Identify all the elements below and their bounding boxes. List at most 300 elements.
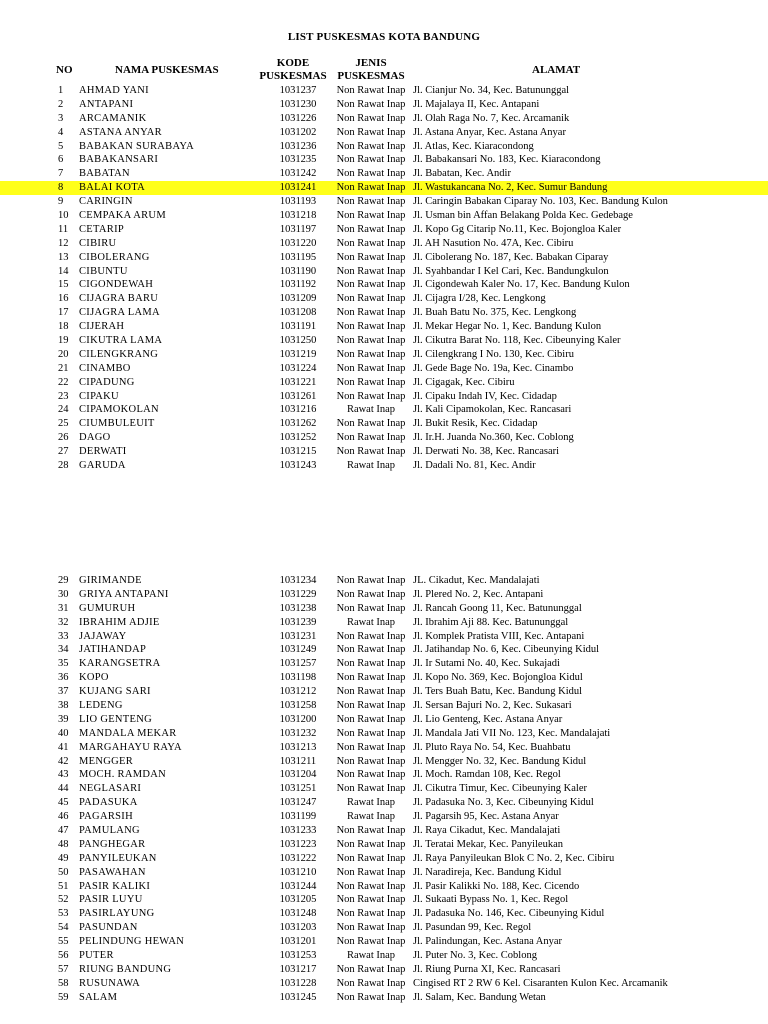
cell-jenis: Non Rawat Inap: [336, 446, 406, 458]
cell-kode: 1031238: [279, 602, 317, 614]
table-row: [0, 671, 768, 685]
cell-alamat: Jl. Cianjur No. 34, Kec. Batununggal: [413, 85, 570, 96]
cell-no: 32: [58, 616, 69, 628]
cell-nama: PELINDUNG HEWAN: [79, 936, 185, 948]
table-row: [0, 921, 768, 935]
cell-jenis: Non Rawat Inap: [336, 963, 406, 975]
cell-no: 31: [58, 602, 69, 614]
cell-no: 40: [58, 727, 69, 739]
cell-nama: MARGAHAYU RAYA: [79, 741, 182, 753]
cell-nama: KUJANG SARI: [79, 686, 151, 698]
cell-no: 51: [58, 880, 69, 892]
table-row: [0, 949, 768, 963]
table-row: [0, 935, 768, 949]
cell-kode: 1031204: [279, 769, 317, 781]
cell-alamat: Jl. Raya Panyileukan Blok C No. 2, Kec. Cibiru: [413, 852, 615, 864]
table-row: [0, 195, 768, 209]
cell-alamat: Jl. Cilengkrang I No. 130, Kec. Cibiru: [413, 348, 574, 360]
cell-kode: 1031215: [279, 446, 317, 458]
cell-no: 54: [58, 922, 69, 934]
cell-nama: CIJERAH: [79, 321, 125, 333]
table-row: [0, 991, 768, 1005]
table-row: [0, 265, 768, 279]
cell-jenis: Non Rawat Inap: [336, 769, 406, 781]
cell-jenis: Non Rawat Inap: [336, 210, 406, 222]
cell-kode: 1031224: [279, 362, 317, 374]
cell-nama: CINAMBO: [79, 362, 131, 374]
table-row: [0, 907, 768, 921]
cell-alamat: Jl. Jatihandap No. 6, Kec. Cibeunying Kidul: [413, 644, 600, 656]
header-alamat: ALAMAT: [532, 64, 581, 76]
cell-alamat: Jl. Sersan Bajuri No. 2, Kec. Sukasari: [413, 700, 572, 712]
cell-alamat: Jl. Riung Purna XI, Kec. Rancasari: [413, 963, 561, 975]
cell-no: 44: [58, 783, 69, 795]
cell-alamat: Jl. Usman bin Affan Belakang Polda Kec. Gedebage: [413, 210, 633, 222]
table-row: [0, 880, 768, 894]
table-row: [0, 140, 768, 154]
cell-jenis: Non Rawat Inap: [336, 852, 406, 864]
cell-alamat: Jl. Caringin Babakan Ciparay No. 103, Kec. Bandung Kulon: [413, 196, 668, 208]
header-jenis: [331, 57, 411, 83]
cell-alamat: Jl. Babatan, Kec. Andir: [413, 168, 511, 180]
cell-nama: CIGONDEWAH: [79, 279, 154, 291]
cell-nama: PAGARSIH: [79, 811, 133, 823]
cell-alamat: Jl. Mandala Jati VII No. 123, Kec. Mandalajati: [413, 727, 611, 739]
cell-no: 38: [58, 700, 69, 712]
cell-jenis: Non Rawat Inap: [336, 168, 406, 180]
header-nama: NAMA PUSKESMAS: [115, 64, 219, 76]
cell-kode: 1031236: [279, 140, 317, 152]
table-row: [0, 727, 768, 741]
cell-nama: MANDALA MEKAR: [79, 727, 177, 739]
cell-nama: PAMULANG: [79, 825, 140, 837]
table-row: [0, 390, 768, 404]
cell-jenis: Non Rawat Inap: [336, 630, 406, 642]
cell-kode: 1031243: [279, 460, 317, 472]
cell-jenis: Non Rawat Inap: [336, 85, 406, 96]
table-row: [0, 893, 768, 907]
table-row: [0, 237, 768, 251]
cell-alamat: Jl. Moch. Ramdan 108, Kec. Regol: [413, 769, 561, 781]
cell-jenis: Non Rawat Inap: [336, 936, 406, 948]
table-row: [0, 223, 768, 237]
cell-nama: GUMURUH: [79, 602, 136, 614]
cell-kode: 1031257: [279, 658, 317, 670]
cell-nama: IBRAHIM ADJIE: [79, 616, 160, 628]
cell-no: 58: [58, 977, 69, 989]
cell-no: 26: [58, 432, 69, 444]
table-row: [0, 376, 768, 390]
cell-nama: CARINGIN: [79, 196, 133, 208]
cell-jenis: Non Rawat Inap: [336, 182, 406, 194]
cell-kode: 1031235: [279, 154, 317, 166]
cell-jenis: Non Rawat Inap: [336, 432, 406, 444]
cell-no: 8: [58, 182, 64, 194]
cell-no: 45: [58, 797, 69, 809]
cell-no: 19: [58, 335, 69, 347]
header-jenis-line2: PUSKESMAS: [337, 70, 405, 82]
cell-nama: CIKUTRA LAMA: [79, 335, 163, 347]
cell-jenis: Non Rawat Inap: [336, 977, 406, 989]
table-row: [0, 810, 768, 824]
cell-nama: BALAI KOTA: [79, 182, 146, 194]
cell-nama: JATIHANDAP: [79, 644, 147, 656]
cell-nama: DERWATI: [79, 446, 127, 458]
cell-alamat: Jl. Wastukancana No. 2, Kec. Sumur Bandung: [413, 182, 608, 194]
table-row: [0, 84, 768, 98]
cell-kode: 1031203: [279, 922, 317, 934]
cell-nama: MOCH. RAMDAN: [79, 769, 167, 781]
table-row: [0, 153, 768, 167]
cell-no: 2: [58, 98, 64, 110]
table-row: [0, 963, 768, 977]
cell-nama: RUSUNAWA: [79, 977, 141, 989]
header-jenis-line1: JENIS: [355, 57, 387, 69]
cell-no: 46: [58, 811, 69, 823]
cell-no: 59: [58, 991, 69, 1003]
cell-nama: CILENGKRANG: [79, 348, 159, 360]
cell-nama: PUTER: [79, 950, 114, 962]
table-row: [0, 643, 768, 657]
cell-alamat: Jl. Kali Cipamokolan, Kec. Rancasari: [413, 404, 572, 416]
cell-kode: 1031234: [279, 575, 317, 586]
cell-no: 15: [58, 279, 69, 291]
cell-alamat: Jl. Astana Anyar, Kec. Astana Anyar: [413, 126, 566, 138]
table-row: [0, 292, 768, 306]
table-row: [0, 741, 768, 755]
cell-no: 10: [58, 210, 69, 222]
header-kode-line2: PUSKESMAS: [259, 70, 327, 82]
cell-jenis: Non Rawat Inap: [336, 700, 406, 712]
cell-jenis: Non Rawat Inap: [336, 894, 406, 906]
cell-kode: 1031232: [279, 727, 317, 739]
cell-jenis: Non Rawat Inap: [336, 140, 406, 152]
cell-nama: SALAM: [79, 991, 118, 1003]
cell-jenis: Non Rawat Inap: [336, 644, 406, 656]
cell-no: 5: [58, 140, 64, 152]
cell-alamat: Jl. Padasuka No. 3, Kec. Cibeunying Kidul: [413, 797, 594, 809]
table-row: [0, 782, 768, 796]
cell-alamat: Jl. Salam, Kec. Bandung Wetan: [413, 991, 546, 1003]
cell-jenis: Rawat Inap: [346, 797, 396, 809]
table-row: [0, 713, 768, 727]
cell-nama: LEDENG: [79, 700, 123, 712]
cell-alamat: Jl. Ir.H. Juanda No.360, Kec. Coblong: [413, 432, 574, 444]
table-body-part1: [0, 84, 768, 473]
cell-kode: 1031198: [279, 672, 317, 684]
cell-jenis: Non Rawat Inap: [336, 575, 406, 586]
cell-jenis: Non Rawat Inap: [336, 741, 406, 753]
table-row: [0, 699, 768, 713]
cell-alamat: Jl. Pagarsih 95, Kec. Astana Anyar: [413, 811, 559, 823]
table-row: [0, 320, 768, 334]
table-row: [0, 348, 768, 362]
cell-no: 41: [58, 741, 69, 753]
cell-no: 13: [58, 251, 69, 263]
cell-nama: ANTAPANI: [79, 98, 134, 110]
cell-jenis: Non Rawat Inap: [336, 588, 406, 600]
cell-nama: CIPADUNG: [79, 376, 135, 388]
cell-no: 49: [58, 852, 69, 864]
table-row: [0, 459, 768, 473]
table-body-part2: [0, 574, 768, 1005]
cell-no: 29: [58, 575, 69, 586]
cell-nama: GRIYA ANTAPANI: [79, 588, 169, 600]
cell-alamat: Jl. Plered No. 2, Kec. Antapani: [413, 588, 544, 600]
cell-alamat: Jl. Syahbandar I Kel Cari, Kec. Bandungkulon: [413, 265, 609, 277]
cell-no: 43: [58, 769, 69, 781]
cell-alamat: Jl. Cigondewah Kaler No. 17, Kec. Bandung Kulon: [413, 279, 630, 291]
cell-kode: 1031222: [279, 852, 317, 864]
cell-jenis: Non Rawat Inap: [336, 335, 406, 347]
cell-jenis: Non Rawat Inap: [336, 279, 406, 291]
cell-nama: CIJAGRA LAMA: [79, 307, 160, 319]
cell-no: 34: [58, 644, 69, 656]
cell-jenis: Non Rawat Inap: [336, 348, 406, 360]
cell-kode: 1031237: [279, 85, 317, 96]
cell-jenis: Rawat Inap: [346, 811, 396, 823]
cell-no: 57: [58, 963, 69, 975]
table-row: [0, 588, 768, 602]
table-row: [0, 403, 768, 417]
cell-alamat: Jl. Rancah Goong 11, Kec. Batununggal: [413, 602, 582, 614]
cell-jenis: Non Rawat Inap: [336, 362, 406, 374]
cell-no: 53: [58, 908, 69, 920]
cell-no: 33: [58, 630, 69, 642]
cell-jenis: Non Rawat Inap: [336, 922, 406, 934]
cell-alamat: Jl. Cikutra Timur, Kec. Cibeunying Kaler: [413, 783, 587, 795]
cell-no: 17: [58, 307, 69, 319]
table-row: [0, 977, 768, 991]
cell-nama: BABAKAN SURABAYA: [79, 140, 194, 152]
cell-jenis: Non Rawat Inap: [336, 658, 406, 670]
cell-jenis: Non Rawat Inap: [336, 418, 406, 430]
cell-no: 6: [58, 154, 64, 166]
cell-kode: 1031229: [279, 588, 317, 600]
table-row: [0, 630, 768, 644]
table-row: [0, 334, 768, 348]
cell-alamat: Jl. Kopo No. 369, Kec. Bojongloa Kidul: [413, 672, 583, 684]
cell-alamat: Jl. Ir Sutami No. 40, Kec. Sukajadi: [413, 658, 560, 670]
cell-kode: 1031190: [279, 265, 317, 277]
cell-no: 56: [58, 950, 69, 962]
cell-kode: 1031209: [279, 293, 317, 305]
cell-nama: CIBOLERANG: [79, 251, 150, 263]
table-row: [0, 251, 768, 265]
cell-jenis: Non Rawat Inap: [336, 602, 406, 614]
cell-alamat: Jl. Olah Raga No. 7, Kec. Arcamanik: [413, 112, 570, 124]
cell-nama: PADASUKA: [79, 797, 138, 809]
cell-jenis: Non Rawat Inap: [336, 154, 406, 166]
cell-no: 21: [58, 362, 69, 374]
cell-alamat: JL. Cikadut, Kec. Mandalajati: [413, 575, 540, 586]
cell-alamat: Jl. Cikutra Barat No. 118, Kec. Cibeunying Kaler: [413, 335, 621, 347]
cell-no: 9: [58, 196, 64, 208]
table-row: [0, 866, 768, 880]
cell-jenis: Non Rawat Inap: [336, 880, 406, 892]
table-row: [0, 431, 768, 445]
cell-alamat: Jl. Gede Bage No. 19a, Kec. Cinambo: [413, 362, 574, 374]
cell-jenis: Non Rawat Inap: [336, 237, 406, 249]
cell-nama: PANYILEUKAN: [79, 852, 157, 864]
cell-kode: 1031250: [279, 335, 317, 347]
cell-no: 7: [58, 168, 64, 180]
cell-kode: 1031217: [279, 963, 317, 975]
cell-no: 47: [58, 825, 69, 837]
cell-nama: ASTANA ANYAR: [79, 126, 162, 138]
cell-kode: 1031249: [279, 644, 317, 656]
cell-kode: 1031258: [279, 700, 317, 712]
cell-jenis: Non Rawat Inap: [336, 783, 406, 795]
cell-no: 25: [58, 418, 69, 430]
cell-kode: 1031221: [279, 376, 317, 388]
cell-kode: 1031218: [279, 210, 317, 222]
table-row: [0, 98, 768, 112]
table-row: [0, 306, 768, 320]
cell-no: 35: [58, 658, 69, 670]
table-row: [0, 616, 768, 630]
cell-jenis: Non Rawat Inap: [336, 126, 406, 138]
cell-jenis: Non Rawat Inap: [336, 112, 406, 124]
cell-alamat: Jl. Ters Buah Batu, Kec. Bandung Kidul: [413, 686, 583, 698]
header-kode: [252, 57, 334, 83]
cell-alamat: Jl. Bukit Resik, Kec. Cidadap: [413, 418, 538, 430]
cell-no: 39: [58, 713, 69, 725]
cell-kode: 1031230: [279, 98, 317, 110]
cell-jenis: Non Rawat Inap: [336, 251, 406, 263]
cell-kode: 1031205: [279, 894, 317, 906]
cell-no: 37: [58, 686, 69, 698]
cell-kode: 1031247: [279, 797, 317, 809]
cell-kode: 1031226: [279, 112, 317, 124]
cell-jenis: Non Rawat Inap: [336, 755, 406, 767]
cell-nama: AHMAD YANI: [79, 85, 149, 96]
cell-kode: 1031220: [279, 237, 317, 249]
table-row: [0, 602, 768, 616]
cell-jenis: Non Rawat Inap: [336, 307, 406, 319]
cell-alamat: Jl. Pasir Kalikki No. 188, Kec. Cicendo: [413, 880, 580, 892]
cell-kode: 1031210: [279, 866, 317, 878]
table-row: [0, 181, 768, 195]
table-row: [0, 126, 768, 140]
cell-alamat: Jl. Naradireja, Kec. Bandung Kidul: [413, 866, 562, 878]
table-row: [0, 445, 768, 459]
cell-no: 36: [58, 672, 69, 684]
cell-kode: 1031231: [279, 630, 317, 642]
table-row: [0, 362, 768, 376]
cell-alamat: Jl. Lio Genteng, Kec. Astana Anyar: [413, 713, 563, 725]
cell-jenis: Non Rawat Inap: [336, 321, 406, 333]
cell-no: 14: [58, 265, 69, 277]
cell-alamat: Jl. Kopo Gg Citarip No.11, Kec. Bojongloa Kaler: [413, 223, 622, 235]
cell-alamat: Jl. AH Nasution No. 47A, Kec. Cibiru: [413, 237, 574, 249]
cell-kode: 1031242: [279, 168, 317, 180]
cell-no: 52: [58, 894, 69, 906]
table-row: [0, 209, 768, 223]
cell-nama: CIUMBULEUIT: [79, 418, 155, 430]
cell-jenis: Non Rawat Inap: [336, 672, 406, 684]
cell-alamat: Jl. Cijagra I/28, Kec. Lengkong: [413, 293, 546, 305]
cell-kode: 1031211: [279, 755, 317, 767]
cell-nama: DAGO: [79, 432, 111, 444]
header-kode-line1: KODE: [276, 57, 310, 69]
cell-no: 24: [58, 404, 69, 416]
cell-jenis: Non Rawat Inap: [336, 293, 406, 305]
table-row: [0, 112, 768, 126]
cell-kode: 1031252: [279, 432, 317, 444]
cell-jenis: Non Rawat Inap: [336, 713, 406, 725]
cell-jenis: Non Rawat Inap: [336, 98, 406, 110]
cell-no: 48: [58, 838, 69, 850]
cell-jenis: Non Rawat Inap: [336, 390, 406, 402]
cell-nama: GARUDA: [79, 460, 126, 472]
cell-nama: JAJAWAY: [79, 630, 127, 642]
cell-kode: 1031228: [279, 977, 317, 989]
cell-kode: 1031251: [279, 783, 317, 795]
cell-jenis: Non Rawat Inap: [336, 196, 406, 208]
cell-alamat: Jl. Pasundan 99, Kec. Regol: [413, 922, 532, 934]
cell-nama: CIBIRU: [79, 237, 117, 249]
cell-no: 50: [58, 866, 69, 878]
cell-alamat: Jl. Cigagak, Kec. Cibiru: [413, 376, 515, 388]
cell-alamat: Cingised RT 2 RW 6 Kel. Cisaranten Kulon Kec. Arcamanik: [413, 977, 668, 989]
cell-alamat: Jl. Mengger No. 32, Kec. Bandung Kidul: [413, 755, 587, 767]
cell-jenis: Non Rawat Inap: [336, 265, 406, 277]
cell-kode: 1031193: [279, 196, 317, 208]
cell-no: 3: [58, 112, 64, 124]
cell-nama: PASIR KALIKI: [79, 880, 151, 892]
cell-jenis: Rawat Inap: [346, 460, 396, 472]
header-no: NO: [56, 64, 73, 76]
cell-kode: 1031213: [279, 741, 317, 753]
cell-nama: CETARIP: [79, 223, 125, 235]
cell-nama: MENGGER: [79, 755, 134, 767]
cell-nama: ARCAMANIK: [79, 112, 147, 124]
cell-nama: CIPAMOKOLAN: [79, 404, 159, 416]
cell-no: 4: [58, 126, 64, 138]
table-row: [0, 755, 768, 769]
cell-alamat: Jl. Teratai Mekar, Kec. Panyileukan: [413, 838, 563, 850]
cell-jenis: Rawat Inap: [346, 950, 396, 962]
cell-nama: RIUNG BANDUNG: [79, 963, 172, 975]
cell-nama: KARANGSETRA: [79, 658, 161, 670]
cell-kode: 1031199: [279, 811, 317, 823]
cell-nama: PANGHEGAR: [79, 838, 146, 850]
cell-alamat: Jl. Mekar Hegar No. 1, Kec. Bandung Kulon: [413, 321, 602, 333]
cell-kode: 1031200: [279, 713, 317, 725]
cell-jenis: Non Rawat Inap: [336, 825, 406, 837]
cell-kode: 1031233: [279, 825, 317, 837]
cell-kode: 1031244: [279, 880, 317, 892]
table-row: [0, 838, 768, 852]
cell-jenis: Non Rawat Inap: [336, 991, 406, 1003]
cell-alamat: Jl. Pluto Raya No. 54, Kec. Buahbatu: [413, 741, 571, 753]
cell-alamat: Jl. Komplek Pratista VIII, Kec. Antapani: [413, 630, 585, 642]
cell-alamat: Jl. Atlas, Kec. Kiaracondong: [413, 140, 534, 152]
table-row: [0, 417, 768, 431]
cell-kode: 1031248: [279, 908, 317, 920]
cell-jenis: Non Rawat Inap: [336, 223, 406, 235]
cell-no: 18: [58, 321, 69, 333]
cell-nama: GIRIMANDE: [79, 575, 142, 586]
cell-kode: 1031216: [279, 404, 317, 416]
cell-alamat: Jl. Cibolerang No. 187, Kec. Babakan Ciparay: [413, 251, 609, 263]
cell-alamat: Jl. Buah Batu No. 375, Kec. Lengkong: [413, 307, 577, 319]
table-row: [0, 824, 768, 838]
cell-kode: 1031191: [279, 321, 317, 333]
cell-alamat: Jl. Sukaati Bypass No. 1, Kec. Regol: [413, 894, 569, 906]
table-row: [0, 278, 768, 292]
